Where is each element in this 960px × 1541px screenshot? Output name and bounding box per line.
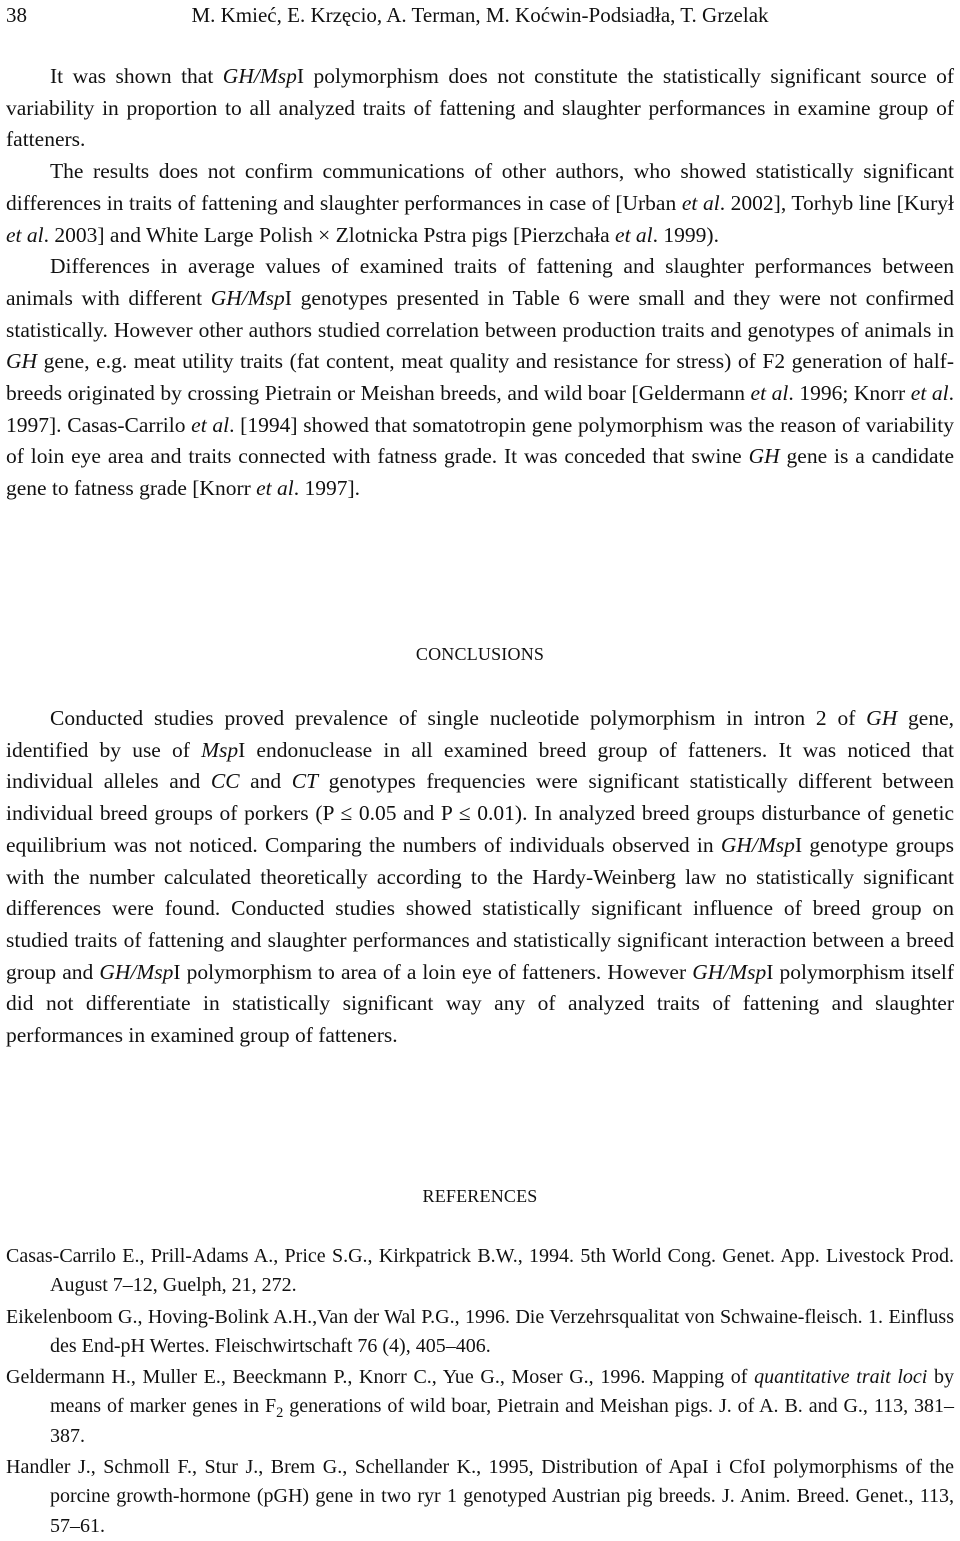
running-head-authors: M. Kmieć, E. Krzęcio, A. Terman, M. Koćwin-Podsiadła, T. Grzelak bbox=[191, 3, 769, 27]
section-heading-references: REFERENCES bbox=[422, 1186, 538, 1206]
reference-entry: Geldermann H., Muller E., Beeckmann P., Knorr C., Yue G., Moser G., 1996. Mapping of quantitative trait loci by means of marker genes in $F_2$ generations of wild boar, Pietrain and Meishan pigs. J. of A. B. and G., 113, 381–387. bbox=[6, 1366, 954, 1447]
reference-list bbox=[6, 1242, 954, 1541]
running-header bbox=[6, 0, 954, 32]
conclusions-section bbox=[6, 703, 954, 1052]
paragraph: It was shown that GH/MspI polymorphism does not constitute the statistically significant source of variability in proportion to all analyzed traits of fattening and slaughter performances in examine group of fatteners. bbox=[6, 64, 955, 152]
page-number: 38 bbox=[6, 3, 27, 27]
section-heading-conclusions: CONCLUSIONS bbox=[415, 644, 545, 664]
reference-entry: Casas-Carrilo E., Prill-Adams A., Price S.G., Kirkpatrick B.W., 1994. 5th World Cong. Genet. App. Livestock Prod. August 7–12, Guelph, 21, 272. bbox=[6, 1245, 954, 1297]
paragraph: Conducted studies proved prevalence of single nucleotide polymorphism in intron 2 of GH gene, identified by use of MspI endonuclease in all examined breed group of fatteners. It was noticed that individual alleles and CC and CT genotypes frequencies were significant statistically different between individual breed groups of porkers (P ≤ 0.05 and P ≤ 0.01). In analyzed breed groups disturbance of genetic equilibrium was not noticed. Comparing the numbers of individuals observed in GH/MspI genotype groups with the number calculated theoretically according to the Hardy-Weinberg law no statistically significant differences were found. Conducted studies showed statistically significant influence of breed group on studied traits of fattening and slaughter performances and statistically significant interaction between a breed group and GH/MspI polymorphism to area of a loin eye of fatteners. However GH/MspI polymorphism itself did not differentiate in statistically significant way any of analyzed traits of fattening and slaughter performances in examined group of fatteners. bbox=[6, 706, 955, 1048]
paragraph: The results does not confirm communications of other authors, who showed statistically significant differences in traits of fattening and slaughter performances in case of [Urban et al. 2002], Torhyb line [Kurył et al. 2003] and White Large Polish × Zlotnicka Pstra pigs [Pierzchała et al. 1999). bbox=[6, 159, 955, 247]
reference-entry: Eikelenboom G., Hoving-Bolink A.H.,Van der Wal P.G., 1996. Die Verzehrsqualitat von Schwaine-fleisch. 1. Einfluss des End-pH Wertes. Fleischwirtschaft 76 (4), 405–406. bbox=[6, 1305, 954, 1357]
reference-entry: Handler J., Schmoll F., Stur J., Brem G., Schellander K., 1995, Distribution of ApaI i CfoI polymorphisms of the porcine growth-hormone (pGH) gene in two ryr 1 genotyped Austrian pig breeds. J. Anim. Breed. Genet., 113, 57–61. bbox=[6, 1456, 954, 1537]
results-discussion-section bbox=[6, 61, 954, 505]
paragraph: Differences in average values of examined traits of fattening and slaughter performances between animals with different GH/MspI genotypes presented in Table 6 were small and they were not confirmed statistically. However other authors studied correlation between production traits and genotypes of animals in GH gene, e.g. meat utility traits (fat content, meat quality and resistance for stress) of F2 generation of half-breeds originated by crossing Pietrain or Meishan breeds, and wild boar [Geldermann et al. 1996; Knorr et al. 1997]. Casas-Carrilo et al. [1994] showed that somatotropin gene polymorphism was the reason of variability of loin eye area and traits connected with fatness grade. It was conceded that swine GH gene is a candidate gene to fatness grade [Knorr et al. 1997]. bbox=[6, 254, 955, 501]
